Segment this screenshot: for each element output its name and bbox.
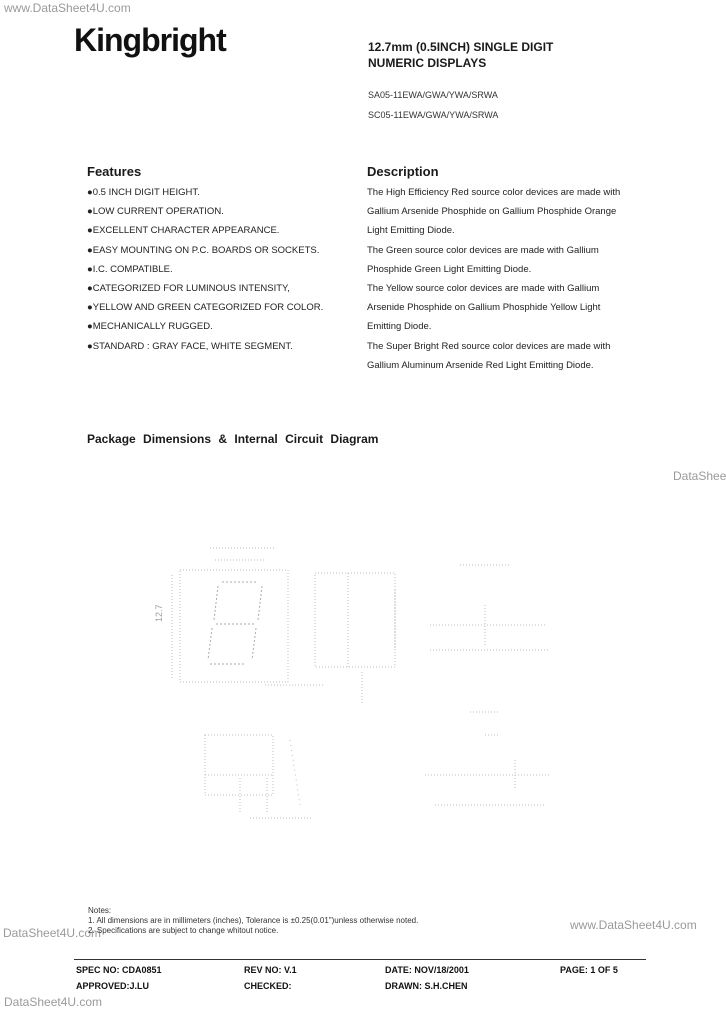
title-line-2: NUMERIC DISPLAYS	[368, 56, 487, 70]
part-number-2: SC05-11EWA/GWA/YWA/SRWA	[368, 110, 499, 120]
note-item: 2. Specifications are subject to change whitout notice.	[88, 926, 279, 935]
feature-item: ●EASY MOUNTING ON P.C. BOARDS OR SOCKETS.	[87, 244, 320, 256]
description-line: Gallium Aluminum Arsenide Red Light Emitting Diode.	[367, 359, 594, 371]
feature-item: ●MECHANICALLY RUGGED.	[87, 321, 213, 333]
feature-item: ●STANDARD : GRAY FACE, WHITE SEGMENT.	[87, 340, 293, 352]
watermark-bottom-left: DataSheet4U.com	[3, 926, 102, 940]
note-item: 1. All dimensions are in millimeters (inches), Tolerance is ±0.25(0.01")unless otherwise noted.	[88, 916, 419, 925]
description-line: The Green source color devices are made with Gallium	[367, 244, 599, 256]
watermark-bottom-right: www.DataSheet4U.com	[570, 918, 697, 932]
feature-item: ●0.5 INCH DIGIT HEIGHT.	[87, 187, 200, 198]
feature-item: ●I.C. COMPATIBLE.	[87, 263, 173, 275]
description-line: The Super Bright Red source color devices are made with	[367, 340, 611, 352]
document-date: DATE: NOV/18/2001	[385, 965, 469, 975]
feature-item: ●YELLOW AND GREEN CATEGORIZED FOR COLOR.	[87, 302, 324, 314]
features-heading: Features	[87, 164, 142, 179]
watermark-top-left: www.DataSheet4U.com	[4, 1, 131, 15]
checked-by: CHECKED:	[244, 981, 292, 991]
feature-item: ●EXCELLENT CHARACTER APPEARANCE.	[87, 225, 280, 237]
kingbright-logo: Kingbright	[74, 22, 226, 58]
notes	[88, 906, 418, 936]
part-number-1: SA05-11EWA/GWA/YWA/SRWA	[368, 90, 498, 100]
watermark-right: DataShee	[673, 469, 726, 483]
feature-item: ●CATEGORIZED FOR LUMINOUS INTENSITY,	[87, 282, 290, 294]
description-line: Light Emitting Diode.	[367, 225, 455, 237]
package-heading: Package Dimensions & Internal Circuit Diagram	[87, 432, 379, 446]
description-line: Emitting Diode.	[367, 321, 432, 333]
title-line-1: 12.7mm (0.5INCH) SINGLE DIGIT	[368, 40, 554, 54]
description-line: The High Efficiency Red source color devices are made with	[367, 187, 621, 198]
approved-by: APPROVED:J.LU	[76, 981, 150, 991]
watermark-bottom-left-2: DataSheet4U.com	[4, 995, 103, 1009]
page-number: PAGE: 1 OF 5	[560, 965, 618, 975]
notes-heading: Notes:	[88, 906, 112, 915]
feature-item: ●LOW CURRENT OPERATION.	[87, 206, 224, 218]
description-line: Phosphide Green Light Emitting Diode.	[367, 263, 532, 275]
drawn-by: DRAWN: S.H.CHEN	[385, 981, 468, 991]
front-view-outline	[180, 570, 288, 682]
dimension-label: 12.7	[154, 604, 164, 622]
spec-number: SPEC NO: CDA0851	[76, 965, 162, 975]
description-heading: Description	[367, 164, 439, 179]
description-line: Arsenide Phosphide on Gallium Phosphide Yellow Light	[367, 302, 601, 314]
description-line: The Yellow source color devices are made with Gallium	[367, 282, 600, 294]
revision-number: REV NO: V.1	[244, 965, 297, 975]
footer-divider	[74, 959, 646, 960]
description-line: Gallium Arsenide Phosphide on Gallium Phosphide Orange	[367, 206, 617, 218]
